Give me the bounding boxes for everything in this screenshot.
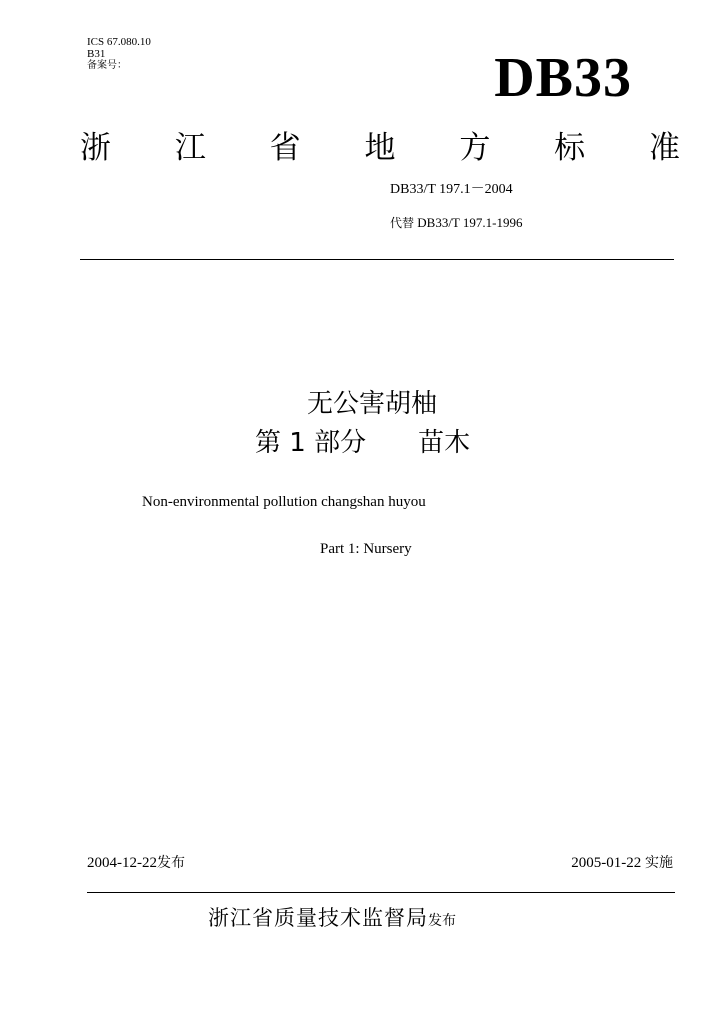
standard-type-char: 江 bbox=[174, 130, 206, 166]
issue-date-value: 2004-12-22 bbox=[87, 855, 157, 871]
publisher bbox=[208, 903, 456, 936]
chinese-title: 无公害胡柚 bbox=[306, 389, 437, 419]
publisher-suffix: 发布 bbox=[428, 913, 456, 929]
issue-label: 发布 bbox=[157, 855, 185, 871]
standard-type-char: 标 bbox=[554, 130, 586, 166]
standard-type-heading bbox=[80, 128, 680, 168]
implement-label: 实施 bbox=[645, 855, 673, 871]
classification-code: B31 bbox=[87, 48, 106, 60]
replaces-label: 代替 bbox=[390, 216, 415, 230]
header-divider bbox=[80, 259, 674, 260]
footer-divider bbox=[87, 892, 675, 893]
standard-number: DB33/T 197.1－2004 bbox=[390, 182, 513, 197]
standard-type-char: 浙 bbox=[80, 130, 111, 166]
replaces-standard bbox=[390, 214, 522, 232]
english-part-title: Part 1: Nursery bbox=[320, 541, 412, 557]
part-number: 第 1 部分 bbox=[255, 428, 367, 458]
db-standard-mark: DB33 bbox=[494, 47, 632, 109]
standard-type-char: 省 bbox=[269, 130, 301, 166]
chinese-part-title bbox=[255, 426, 470, 460]
standard-type-char: 准 bbox=[648, 130, 680, 166]
english-title: Non-environmental pollution changshan huyou bbox=[142, 494, 426, 510]
record-number-label: 备案号： bbox=[87, 60, 127, 71]
standard-type-char: 地 bbox=[364, 130, 396, 166]
publisher-name: 浙江省质量技术监督局 bbox=[208, 906, 428, 930]
implement-date-value: 2005-01-22 bbox=[571, 855, 642, 871]
standard-type-char: 方 bbox=[459, 130, 491, 166]
part-name: 苗木 bbox=[418, 428, 471, 458]
ics-code: ICS 67.080.10 bbox=[87, 36, 151, 48]
replaces-number: DB33/T 197.1-1996 bbox=[417, 215, 523, 230]
implementation-date bbox=[571, 853, 673, 873]
issue-date bbox=[87, 853, 185, 873]
